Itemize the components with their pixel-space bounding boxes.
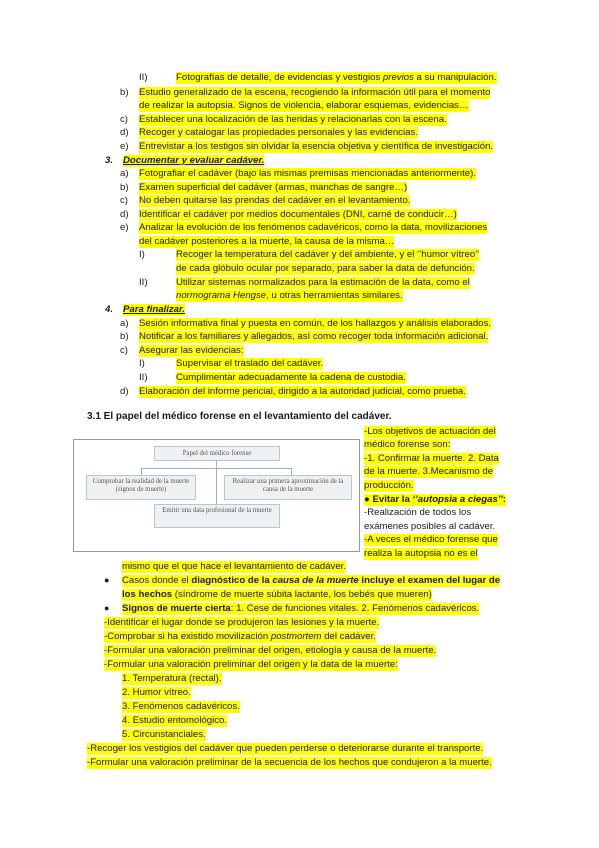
side-text: exámenes posibles al cadáver. <box>364 521 496 532</box>
body-text: -Formular una valoración preliminar de la secuencia de los hechos que condujeron a la muerte. <box>87 757 492 768</box>
item-number: d) <box>120 386 129 397</box>
body-text: -Recoger los vestigios del cadáver que pueden perderse o deteriorarse durante el transporte. <box>87 743 484 754</box>
numbered-item: 4. Estudio entomológico. <box>122 715 228 726</box>
section-heading: 3.1 El papel del médico forense en el levantamiento del cadáver. <box>87 411 392 422</box>
item-number: c) <box>120 195 128 206</box>
outline-line: Supervisar el traslado del cadáver. <box>176 358 324 369</box>
outline-line: Identificar el cadáver por medios documentales (DNI, carné de conducir…) <box>139 209 457 220</box>
diagram-node-right: Realizar una primera aproximación de la causa de la muerte <box>224 475 352 500</box>
section-number: 4. <box>105 304 114 315</box>
outline-line: Recoger y catalogar las propiedades personales y las evidencias. <box>139 127 418 138</box>
numbered-item: 3. Fenómenos cadavéricos. <box>122 701 240 712</box>
item-number: b) <box>120 182 129 193</box>
body-text: Casos donde el diagnóstico de la causa de la muerte incluye el examen del lugar de <box>122 575 501 586</box>
item-number: a) <box>120 318 129 329</box>
diagram-connector <box>216 460 217 468</box>
item-number: d) <box>120 127 129 138</box>
item-number: b) <box>120 87 129 98</box>
outline-line: Elaboración del informe pericial, dirigido a la autoridad judicial, como prueba. <box>139 386 466 397</box>
outline-line: No deben quitarse las prendas del cadáver en el levantamiento. <box>139 195 411 206</box>
outline-line: Cumplimentar adecuadamente la cadena de custodia. <box>176 372 406 383</box>
outline-line: de cada glóbulo ocular por separado, para saber la data de defunción. <box>176 263 475 274</box>
side-text: -Realización de todos los <box>364 507 472 518</box>
outline-line: Sesión informativa final y puesta en común, de los hallazgos y análisis elaborados. <box>139 318 491 329</box>
item-number: c) <box>120 345 128 356</box>
side-text: -A veces el médico forense que <box>364 534 498 545</box>
body-text: los hechos (síndrome de muerte súbita lactante, los bebés que mueren) <box>122 589 432 600</box>
side-text: médico forense son: <box>364 439 451 450</box>
item-number: b) <box>120 331 129 342</box>
diagram-connector <box>216 468 217 504</box>
numbered-item: 5. Circunstanciales. <box>122 729 206 740</box>
numbered-item: 1. Temperatura (rectal). <box>122 673 222 684</box>
side-text: -1. Confirmar la muerte. 2. Data <box>364 453 499 464</box>
item-number: d) <box>120 209 129 220</box>
outline-line: Fotografías de detalle, de evidencias y vestigios previos a su manipulación. <box>176 72 497 83</box>
bullet-icon: ● <box>104 575 110 585</box>
body-text: -Formular una valoración preliminar del origen y la data de la muerte: <box>104 659 398 670</box>
diagram-connector <box>291 468 292 475</box>
body-text: -Comprobar si ha existido movilización postmortem del cadáver. <box>104 631 376 642</box>
side-text: ● Evitar la ‘’autopsia a ciegas’’: <box>364 494 506 505</box>
diagram-figure <box>73 439 360 552</box>
item-number: I) <box>139 358 145 369</box>
item-number: II) <box>139 277 148 288</box>
outline-line: Establecer una localización de las heridas y relacionarlas con la escena. <box>139 114 447 125</box>
section-number: 3. <box>105 155 114 166</box>
outline-line: Notificar a los familiares y allegados, así como recoger toda información adicional. <box>139 331 489 342</box>
outline-line: Examen superficial del cadáver (armas, manchas de sangre…) <box>139 182 408 193</box>
outline-line: Fotografiar el cadáver (bajo las mismas premisas mencionadas anteriormente). <box>139 168 476 179</box>
item-number: e) <box>120 141 129 152</box>
diagram-node-top: Papel del médico forense <box>154 446 280 461</box>
outline-line: Asegurar las evidencias: <box>139 345 244 356</box>
diagram-connector <box>141 468 142 475</box>
item-number: c) <box>120 114 128 125</box>
outline-line: Recoger la temperatura del cadáver y del ambiente, y el ‘’humor vítreo’’ <box>176 249 480 260</box>
side-text: -Los objetivos de actuación del <box>364 426 496 437</box>
outline-line: Analizar la evolución de los fenómenos cadavéricos, como la data, movilizaciones <box>139 222 488 233</box>
section-title: Para finalizar. <box>123 304 185 315</box>
numbered-item: 2. Humor vítreo. <box>122 687 191 698</box>
side-text: mismo que el que hace el levantamiento de cadáver. <box>122 561 346 572</box>
body-text: Signos de muerte cierta: 1. Cese de funciones vitales. 2. Fenómenos cadavéricos. <box>122 603 480 614</box>
item-number: a) <box>120 168 129 179</box>
outline-line: Estudio generalizado de la escena, recogiendo la información útil para el momento <box>139 87 491 98</box>
diagram-node-bottom: Emitir una data profesional de la muerte <box>154 504 280 528</box>
diagram-node-left: Comprobar la realidad de la muerte (signos de muerte) <box>86 475 196 500</box>
side-text: producción. <box>364 480 414 491</box>
item-number: II) <box>139 72 148 83</box>
body-text: -Identificar el lugar donde se produjeron las lesiones y la muerte. <box>104 617 380 628</box>
outline-line: Utilizar sistemas normalizados para la estimación de la data, como el <box>176 277 470 288</box>
outline-line: de realizar la autopsia. Signos de violencia, elaborar esquemas, evidencias… <box>139 100 469 111</box>
item-number: I) <box>139 249 145 260</box>
outline-line: normograma Hengse, u otras herramientas similares. <box>176 290 403 301</box>
item-number: II) <box>139 372 148 383</box>
side-text: realiza la autopsia no es el <box>364 548 478 559</box>
bullet-icon: ● <box>104 603 110 613</box>
item-number: e) <box>120 222 129 233</box>
body-text: -Formular una valoración preliminar del origen, etiología y causa de la muerte. <box>104 645 437 656</box>
outline-line: del cadáver posteriores a la muerte, la causa de la misma… <box>139 236 395 247</box>
section-title: Documentar y evaluar cadáver. <box>123 155 265 166</box>
outline-line: Entrevistar a los testigos sin olvidar la esencia objetiva y científica de investigación. <box>139 141 494 152</box>
side-text: de la muerte. 3.Mecanismo de <box>364 466 494 477</box>
